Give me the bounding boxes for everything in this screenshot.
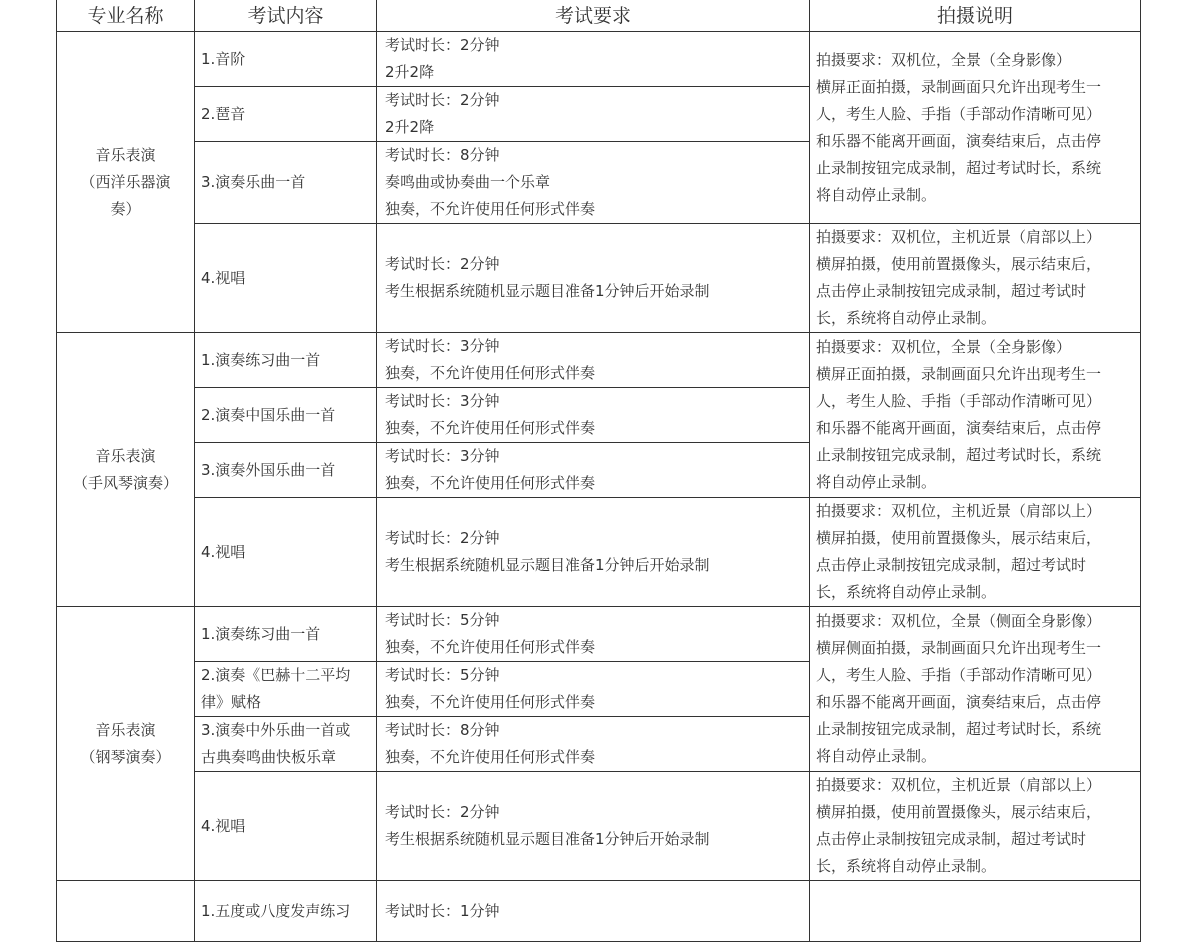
header-photography: 拍摄说明 xyxy=(810,0,1141,32)
exam-content-line: 3.演奏乐曲一首 xyxy=(201,173,306,191)
exam-requirement-line: 独奏，不允许使用任何形式伴奏 xyxy=(385,419,596,437)
exam-content-line: 3.演奏中外乐曲一首或 xyxy=(201,721,351,739)
major-name-line: 音乐表演 xyxy=(95,446,156,465)
exam-content-cell xyxy=(195,881,377,942)
exam-content-line: 2.琶音 xyxy=(201,104,246,123)
exam-content-line: 3.演奏外国乐曲一首 xyxy=(201,460,336,479)
exam-requirement-line: 考试时长：2分钟 xyxy=(385,91,500,109)
table-row xyxy=(57,881,1141,942)
exam-requirement-cell xyxy=(377,772,810,881)
exam-content-line: 1.演奏练习曲一首 xyxy=(201,350,321,369)
header-content: 考试内容 xyxy=(195,0,377,32)
photography-note-cell xyxy=(810,224,1141,333)
photography-note-line: 长，系统将自动停止录制。 xyxy=(816,583,997,601)
major-name-line: （钢琴演奏） xyxy=(80,747,171,766)
photography-note-line: 横屏拍摄，使用前置摄像头，展示结束后， xyxy=(816,255,1102,273)
exam-requirement-cell xyxy=(377,87,810,142)
photography-note-cell xyxy=(810,32,1141,224)
major-name-line: （手风琴演奏） xyxy=(72,473,178,492)
photography-note-line: 拍摄要求：双机位，主机近景（肩部以上） xyxy=(816,228,1102,246)
exam-content-cell xyxy=(195,443,377,498)
exam-requirement-line: 独奏，不允许使用任何形式伴奏 xyxy=(385,364,596,382)
exam-content-line: 1.五度或八度发声练习 xyxy=(201,901,351,920)
major-name-line: 音乐表演 xyxy=(95,720,156,739)
photography-note-line: 止录制按钮完成录制，超过考试时长，系统 xyxy=(816,446,1102,464)
exam-requirement-cell xyxy=(377,388,810,443)
exam-requirement-line: 考试时长：8分钟 xyxy=(385,146,500,164)
photography-note-cell xyxy=(810,607,1141,772)
exam-requirement-line: 考试时长：3分钟 xyxy=(385,447,500,465)
table-row xyxy=(57,772,1141,881)
exam-content-line: 古典奏鸣曲快板乐章 xyxy=(201,748,337,766)
table-row xyxy=(57,224,1141,333)
exam-requirement-line: 考试时长：2分钟 xyxy=(385,36,500,54)
exam-requirement-line: 独奏，不允许使用任何形式伴奏 xyxy=(385,638,596,656)
exam-content-cell xyxy=(195,662,377,717)
exam-requirement-line: 考试时长：5分钟 xyxy=(385,611,500,629)
exam-requirement-line: 考试时长：2分钟 xyxy=(385,803,500,821)
exam-content-cell xyxy=(195,498,377,607)
major-name-cell xyxy=(57,32,195,333)
exam-content-line: 2.演奏中国乐曲一首 xyxy=(201,405,336,424)
exam-requirement-line: 考生根据系统随机显示题目准备1分钟后开始录制 xyxy=(385,556,710,574)
photography-note-line: 横屏拍摄，使用前置摄像头，展示结束后， xyxy=(816,529,1102,547)
photography-note-line: 拍摄要求：双机位，全景（侧面全身影像） xyxy=(816,612,1102,630)
exam-requirement-line: 考试时长：2分钟 xyxy=(385,529,500,547)
major-name-cell xyxy=(57,333,195,607)
exam-requirement-cell xyxy=(377,498,810,607)
exam-content-cell xyxy=(195,87,377,142)
exam-content-line: 4.视唱 xyxy=(201,816,246,835)
exam-content-cell xyxy=(195,224,377,333)
photography-note-line: 和乐器不能离开画面，演奏结束后，点击停 xyxy=(816,419,1102,437)
table-row xyxy=(57,333,1141,388)
exam-requirement-cell xyxy=(377,662,810,717)
photography-note-line: 止录制按钮完成录制，超过考试时长，系统 xyxy=(816,720,1102,738)
exam-requirement-line: 考试时长：5分钟 xyxy=(385,666,500,684)
major-name-cell xyxy=(57,881,195,942)
photography-note-line: 横屏正面拍摄，录制画面只允许出现考生一 xyxy=(816,365,1102,383)
photography-note-line: 将自动停止录制。 xyxy=(816,747,937,765)
photography-note-line: 拍摄要求：双机位，全景（全身影像） xyxy=(816,50,1072,69)
table-row xyxy=(57,498,1141,607)
table-header-row xyxy=(57,0,1141,32)
photography-note-line: 长，系统将自动停止录制。 xyxy=(816,857,997,875)
table-row xyxy=(57,607,1141,662)
exam-content-cell xyxy=(195,388,377,443)
photography-note-line: 拍摄要求：双机位，主机近景（肩部以上） xyxy=(816,502,1102,520)
major-name-cell xyxy=(57,607,195,881)
photography-note-line: 长，系统将自动停止录制。 xyxy=(816,309,997,327)
exam-content-cell xyxy=(195,717,377,772)
exam-requirement-line: 考试时长：8分钟 xyxy=(385,721,500,739)
exam-requirement-line: 2升2降 xyxy=(385,118,435,136)
photography-note-line: 将自动停止录制。 xyxy=(816,185,937,204)
exam-requirement-cell xyxy=(377,717,810,772)
photography-note-line: 横屏正面拍摄，录制画面只允许出现考生一 xyxy=(816,77,1102,96)
photography-note-line: 拍摄要求：双机位，全景（全身影像） xyxy=(816,338,1072,356)
photography-note-line: 和乐器不能离开画面，演奏结束后，点击停 xyxy=(816,693,1102,711)
photography-note-line: 点击停止录制按钮完成录制，超过考试时 xyxy=(816,830,1087,848)
photography-note-line: 点击停止录制按钮完成录制，超过考试时 xyxy=(816,556,1087,574)
exam-content-line: 4.视唱 xyxy=(201,268,246,287)
exam-requirement-line: 考试时长：1分钟 xyxy=(385,901,500,920)
photography-note-line: 横屏拍摄，使用前置摄像头，展示结束后， xyxy=(816,803,1102,821)
photography-note-line: 将自动停止录制。 xyxy=(816,473,937,491)
photography-note-cell xyxy=(810,772,1141,881)
exam-requirement-line: 独奏，不允许使用任何形式伴奏 xyxy=(385,693,596,711)
exam-content-line: 4.视唱 xyxy=(201,542,246,561)
exam-requirement-line: 独奏，不允许使用任何形式伴奏 xyxy=(385,474,596,492)
photography-note-line: 点击停止录制按钮完成录制，超过考试时 xyxy=(816,282,1087,300)
header-major: 专业名称 xyxy=(57,0,195,32)
photography-note-cell xyxy=(810,498,1141,607)
exam-requirement-cell xyxy=(377,607,810,662)
exam-requirement-line: 考生根据系统随机显示题目准备1分钟后开始录制 xyxy=(385,830,710,848)
exam-requirement-cell xyxy=(377,333,810,388)
table-row xyxy=(57,32,1141,87)
photography-note-cell xyxy=(810,881,1141,942)
exam-requirement-line: 奏鸣曲或协奏曲一个乐章 xyxy=(385,173,551,191)
exam-requirement-cell xyxy=(377,224,810,333)
photography-note-cell xyxy=(810,333,1141,498)
exam-requirement-cell xyxy=(377,32,810,87)
exam-content-line: 1.音阶 xyxy=(201,49,246,68)
exam-requirement-line: 考生根据系统随机显示题目准备1分钟后开始录制 xyxy=(385,282,710,300)
exam-requirement-line: 独奏，不允许使用任何形式伴奏 xyxy=(385,748,596,766)
exam-requirement-line: 考试时长：3分钟 xyxy=(385,337,500,355)
exam-requirement-line: 2升2降 xyxy=(385,63,435,81)
exam-content-cell xyxy=(195,607,377,662)
exam-content-cell xyxy=(195,333,377,388)
exam-content-cell xyxy=(195,32,377,87)
photography-note-line: 和乐器不能离开画面，演奏结束后，点击停 xyxy=(816,131,1102,150)
photography-note-line: 人，考生人脸、手指（手部动作清晰可见） xyxy=(816,666,1102,684)
exam-requirement-line: 独奏，不允许使用任何形式伴奏 xyxy=(385,200,596,218)
photography-note-line: 人，考生人脸、手指（手部动作清晰可见） xyxy=(816,104,1102,123)
exam-requirement-cell xyxy=(377,881,810,942)
exam-content-line: 1.演奏练习曲一首 xyxy=(201,624,321,643)
header-requirements: 考试要求 xyxy=(377,0,810,32)
major-name-line: （西洋乐器演 xyxy=(80,172,171,191)
exam-content-line: 2.演奏《巴赫十二平均 xyxy=(201,666,351,684)
exam-content-line: 律》赋格 xyxy=(201,693,262,711)
photography-note-line: 止录制按钮完成录制，超过考试时长，系统 xyxy=(816,158,1102,177)
photography-note-line: 拍摄要求：双机位，主机近景（肩部以上） xyxy=(816,776,1102,794)
photography-note-line: 横屏侧面拍摄，录制画面只允许出现考生一 xyxy=(816,639,1102,657)
exam-requirement-line: 考试时长：3分钟 xyxy=(385,392,500,410)
major-name-line: 音乐表演 xyxy=(95,145,156,164)
exam-requirement-cell xyxy=(377,443,810,498)
major-name-line: 奏） xyxy=(110,199,141,218)
exam-requirement-line: 考试时长：2分钟 xyxy=(385,255,500,273)
exam-requirements-table xyxy=(56,0,1141,942)
exam-requirement-cell xyxy=(377,142,810,224)
exam-content-cell xyxy=(195,142,377,224)
photography-note-line: 人，考生人脸、手指（手部动作清晰可见） xyxy=(816,392,1102,410)
exam-content-cell xyxy=(195,772,377,881)
table-body xyxy=(57,32,1141,942)
